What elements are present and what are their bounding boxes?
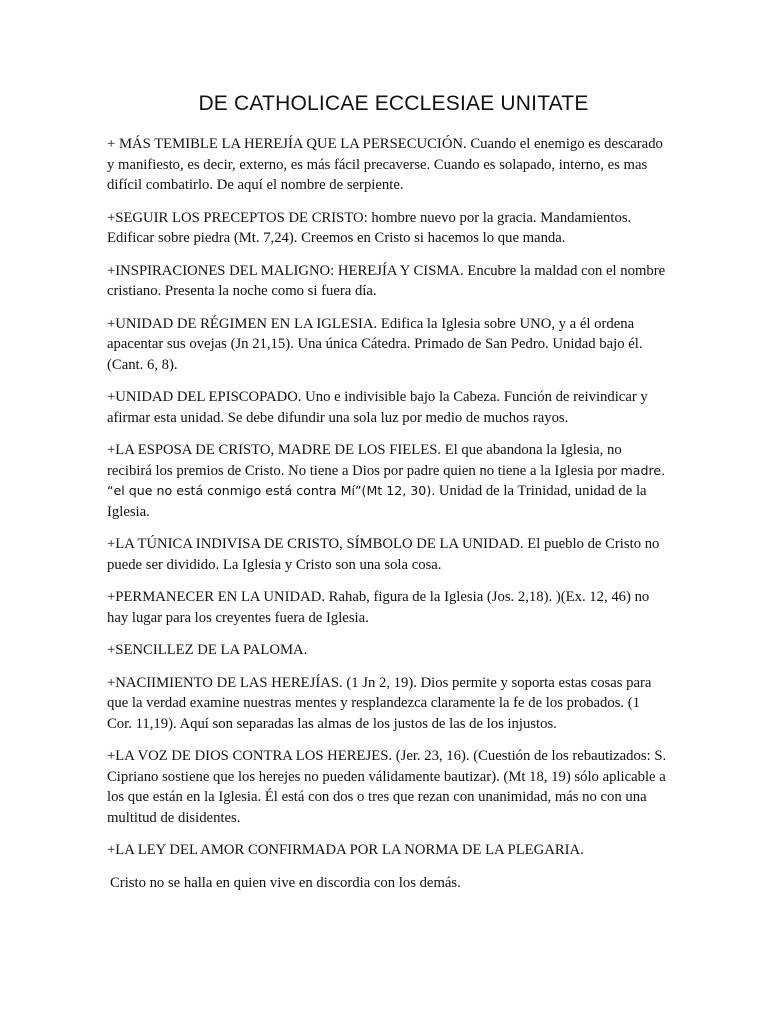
paragraph-9: +SENCILLEZ DE LA PALOMA. <box>107 642 308 658</box>
paragraph-3: +INSPIRACIONES DEL MALIGNO: HEREJÍA Y CISMA. Encubre la maldad con el nombre cristiano. Presenta la noche como si fuera día. <box>107 262 666 299</box>
paragraph-11: +LA VOZ DE DIOS CONTRA LOS HEREJES. (Jer. 23, 16). (Cuestión de los rebautizados: S. Cipriano sostiene que los herejes no pueden válidamente bautizar). (Mt 18, 19) sólo aplicable a los que están en la Iglesia. Él está con dos o tres que rezan con unanimidad, más no con una multitud de disidentes. <box>107 748 667 826</box>
paragraph-6-tail: Unidad de la Trinidad, unidad de la Iglesia. <box>107 483 647 520</box>
paragraph-6 <box>107 440 668 522</box>
paragraph-7: +LA TÚNICA INDIVISA DE CRISTO, SÍMBOLO DE LA UNIDAD. El pueblo de Cristo no puede ser dividido. La Iglesia y Cristo son una sola cosa. <box>107 536 660 573</box>
paragraph-13: Cristo no se halla en quien vive en discordia con los demás. <box>110 874 461 891</box>
paragraph-1: + MÁS TEMIBLE LA HEREJÍA QUE LA PERSECUCIÓN. Cuando el enemigo es descarado y manifiesto, es decir, externo, es más fácil precaverse. Cuando es solapado, interno, es mas difícil combatirlo. De aquí el nombre de serpiente. <box>107 136 663 193</box>
paragraph-8: +PERMANECER EN LA UNIDAD. Rahab, figura de la Iglesia (Jos. 2,18). )(Ex. 12, 46) no hay lugar para los creyentes fuera de Iglesia. <box>107 589 650 626</box>
paragraph-2: +SEGUIR LOS PRECEPTOS DE CRISTO: hombre nuevo por la gracia. Mandamientos. Edificar sobre piedra (Mt. 7,24). Creemos en Cristo si hacemos lo que manda. <box>107 209 632 246</box>
document-title: DE CATHOLICAE ECCLESIAE UNITATE <box>198 92 589 115</box>
paragraph-4: +UNIDAD DE RÉGIMEN EN LA IGLESIA. Edifica la Iglesia sobre UNO, y a él ordena apacentar sus ovejas (Jn 21,15). Una única Cátedra. Primado de San Pedro. Unidad bajo él. (Cant. 6, 8). <box>107 315 643 373</box>
paragraph-6-text: +LA ESPOSA DE CRISTO, MADRE DE LOS FIELES. El que abandona la Iglesia, no recibirá los premios de Cristo. No tiene a Dios por padre quien no tiene a la Iglesia por <box>107 442 622 479</box>
paragraph-6-quote: madre. “el que no está conmigo está contra Mí”(Mt 12, 30). <box>107 462 666 498</box>
paragraph-5: +UNIDAD DEL EPISCOPADO. Uno e indivisible bajo la Cabeza. Función de reivindicar y afirmar esta unidad. Se debe difundir una sola luz por medio de muchos rayos. <box>107 389 648 426</box>
paragraph-12: +LA LEY DEL AMOR CONFIRMADA POR LA NORMA DE LA PLEGARIA. <box>107 842 584 858</box>
paragraph-10: +NACIIMIENTO DE LAS HEREJÍAS. (1 Jn 2, 19). Dios permite y soporta estas cosas para que la verdad examine nuestras mentes y resplandezca claramente la fe de los probados. (1 Cor. 11,19). Aquí son separadas las almas de los justos de las de los injustos. <box>107 674 652 732</box>
